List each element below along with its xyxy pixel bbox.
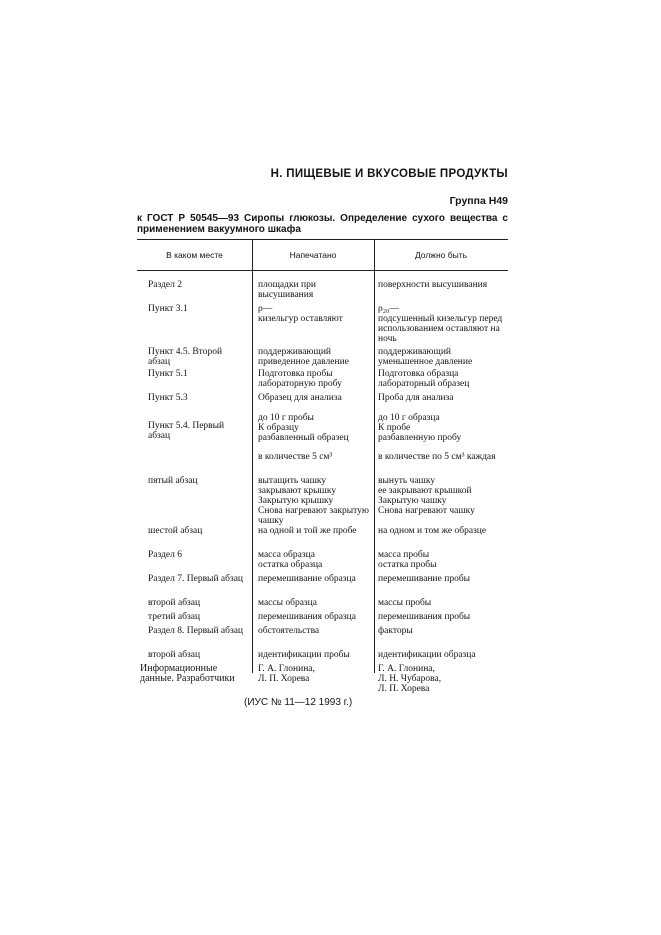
cell-place: Пункт 3.1 [148,304,188,314]
cell-correct: на одном и том же образце [378,526,487,536]
cell-place: Раздел 7. Первый абзац [148,574,244,584]
cell-printed: Подготовка пробы лабораторную пробу [258,369,342,389]
cell-place: пятый абзац [148,476,198,486]
cell-printed: Образец для анализа [258,393,342,403]
cell-correct: масса пробы остатка пробы [378,550,437,570]
cell-printed: до 10 г пробы К образцу разбавленный образец [258,413,349,443]
cell-place: шестой абзац [148,526,203,536]
section-title: Н. ПИЩЕВЫЕ И ВКУСОВЫЕ ПРОДУКТЫ [270,168,508,180]
cell-correct: Проба для анализа [378,393,454,403]
table-top-rule [137,239,508,240]
cell-place: Информационные данные. Разработчики [140,663,235,684]
cell-printed: Г. А. Глонина, Л. П. Хорева [258,664,315,684]
cell-printed: масса образца остатка образца [258,550,323,570]
column-header-correct: Должно быть [414,250,468,260]
cell-printed: в количестве 5 см³ [258,452,333,462]
cell-place: Пункт 4.5. Второй абзац [148,347,223,367]
cell-printed: перемешивания образца [258,612,356,622]
cell-place: Раздел 2 [148,280,182,290]
cell-place: Раздел 8. Первый абзац [148,626,244,636]
cell-correct: поверхности высушивания [378,280,488,290]
cell-printed: на одной и той же пробе [258,526,357,536]
cell-printed: обстоятельства [258,626,320,636]
cell-correct: перемешивание пробы [378,574,471,584]
cell-printed: поддерживающий приведенное давление [258,347,349,367]
column-header-place: В каком месте [166,250,223,260]
amendment-title: к ГОСТ Р 50545—93 Сиропы глюкозы. Определение сухого вещества с применением вакуумного шкафа [137,213,508,235]
column-divider-2 [374,239,375,673]
cell-printed: площадки при высушивания [258,280,316,300]
cell-correct: поддерживающий уменьшенное давление [378,347,473,367]
cell-correct: в количестве по 5 см³ каждая [378,452,496,462]
cell-correct: факторы [378,626,413,636]
cell-correct: ρ₂₀— подсушенный кизельгур перед использованием оставляют на ночь [378,304,503,344]
cell-correct: вынуть чашку ее закрывают крышкой Закрытую чашку Снова нагревают чашку [378,476,475,516]
cell-place: третий абзац [148,612,201,622]
column-divider-1 [252,239,253,673]
cell-place: Пункт 5.3 [148,393,188,403]
cell-printed: массы образца [258,598,317,608]
table-header-rule [137,270,508,271]
cell-correct: Г. А. Глонина, Л. Н. Чубарова, Л. П. Хорева [378,664,442,694]
cell-place: второй абзац [148,598,201,608]
cell-correct: Подготовка образца лабораторный образец [378,369,470,389]
cell-printed: ρ— кизельгур оставляют [258,304,343,324]
footer-note: (ИУС № 11—12 1993 г.) [244,697,353,708]
cell-place: Пункт 5.4. Первый абзац [148,421,225,441]
cell-correct: до 10 г образца К пробе разбавленную пробу [378,413,462,443]
column-header-printed: Напечатано [289,250,337,260]
cell-place: Пункт 5.1 [148,369,188,379]
cell-correct: перемешивания пробы [378,612,471,622]
group-code: Группа Н49 [449,195,508,207]
cell-printed: вытащить чашку закрывают крышку Закрытую крышку Снова нагревают закрытую чашку [258,476,369,526]
cell-place: Раздел 6 [148,550,182,560]
cell-printed: идентификации пробы [258,650,350,660]
cell-correct: массы пробы [378,598,432,608]
cell-printed: перемешивание образца [258,574,356,584]
cell-correct: идентификации образца [378,650,476,660]
cell-place: второй абзац [148,650,201,660]
